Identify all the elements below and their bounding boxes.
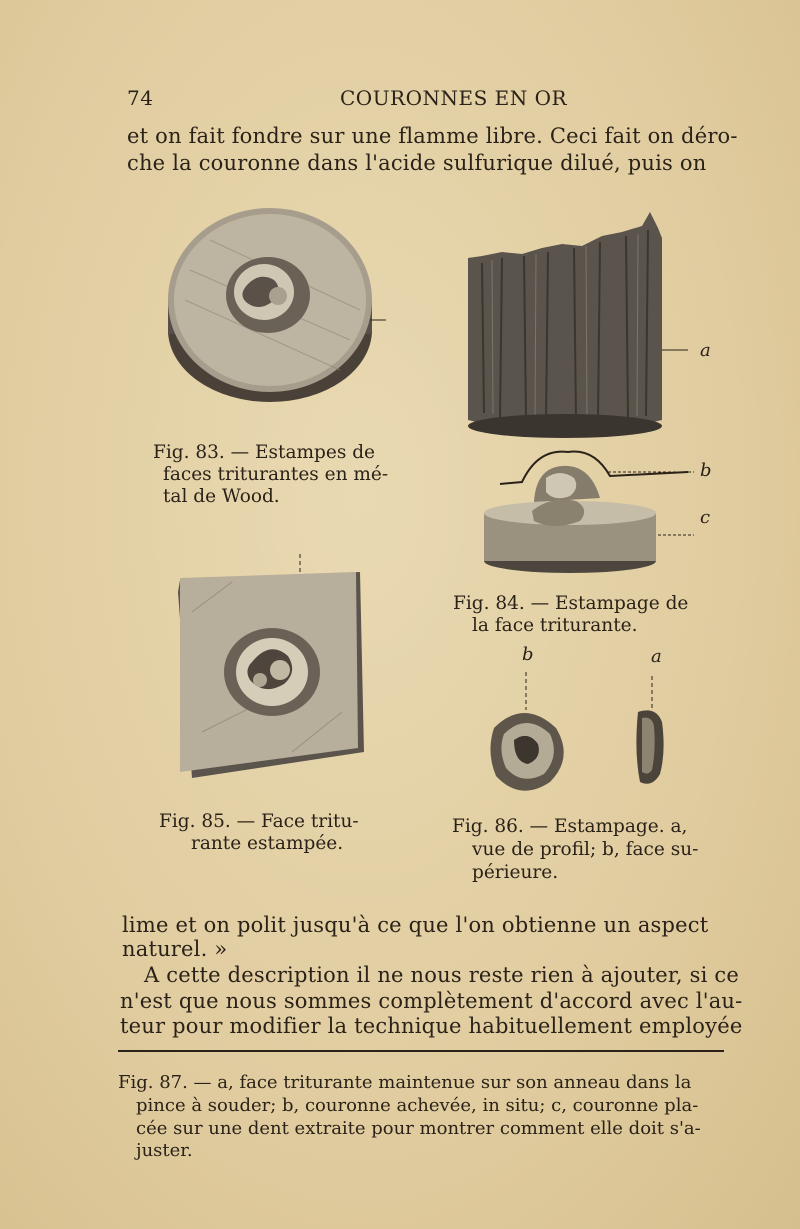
figure-83-caption-line-2: faces triturantes en mé-	[163, 464, 389, 485]
footnote-line-3: cée sur une dent extraite pour montrer comment elle doit s'a-	[136, 1118, 701, 1139]
figure-84-base-c	[482, 495, 702, 577]
bottom-paragraph-line-4: n'est que nous sommes complètement d'accord avec l'au-	[120, 989, 743, 1013]
figure-83-round-stamp	[160, 200, 400, 410]
page-number: 74	[127, 86, 154, 110]
figure-84-label-a: a	[700, 340, 711, 361]
bottom-paragraph-line-5: teur pour modifier la technique habituellement employée	[120, 1014, 743, 1038]
figure-86-caption-line-1: Fig. 86. — Estampage. a,	[452, 816, 688, 837]
footnote-rule	[118, 1050, 724, 1052]
figure-85-caption-line-1: Fig. 85. — Face tritu-	[159, 811, 359, 832]
figure-84-label-b: b	[700, 460, 712, 481]
top-paragraph-line-1: et on fait fondre sur une flamme libre. Ceci fait on déro-	[127, 124, 738, 148]
footnote-line-2: pince à souder; b, couronne achevée, in situ; c, couronne pla-	[136, 1095, 699, 1116]
figure-84-caption-line-1: Fig. 84. — Estampage de	[453, 593, 689, 614]
figure-86-caption-line-3: périeure.	[472, 862, 559, 883]
bottom-paragraph-line-3: A cette description il ne nous reste rien à ajouter, si ce	[144, 963, 739, 987]
figure-83-caption-line-1: Fig. 83. — Estampes de	[153, 442, 375, 463]
figure-86-caption-line-2: vue de profil; b, face su-	[472, 839, 699, 860]
figure-83-caption-line-3: tal de Wood.	[163, 486, 280, 507]
figure-84-cylinder-a	[462, 208, 722, 440]
figure-85-square-stamp	[172, 552, 372, 784]
bottom-paragraph-line-2: naturel. »	[122, 937, 228, 961]
figure-84-label-c: c	[700, 507, 711, 528]
figure-86-stampage-views	[478, 668, 678, 798]
running-title: COURONNES EN OR	[340, 86, 568, 110]
footnote-line-1: Fig. 87. — a, face triturante maintenue sur son anneau dans la	[118, 1072, 692, 1093]
figure-85-caption-line-2: rante estampée.	[191, 833, 344, 854]
footnote-line-4: juster.	[136, 1140, 193, 1161]
top-paragraph-line-2: che la couronne dans l'acide sulfurique dilué, puis on	[127, 151, 707, 175]
figure-86-label-a: a	[651, 646, 662, 667]
bottom-paragraph-line-1: lime et on polit jusqu'à ce que l'on obtienne un aspect	[122, 913, 709, 937]
figure-84-caption-line-2: la face triturante.	[472, 615, 638, 636]
figure-86-label-b: b	[522, 644, 534, 665]
